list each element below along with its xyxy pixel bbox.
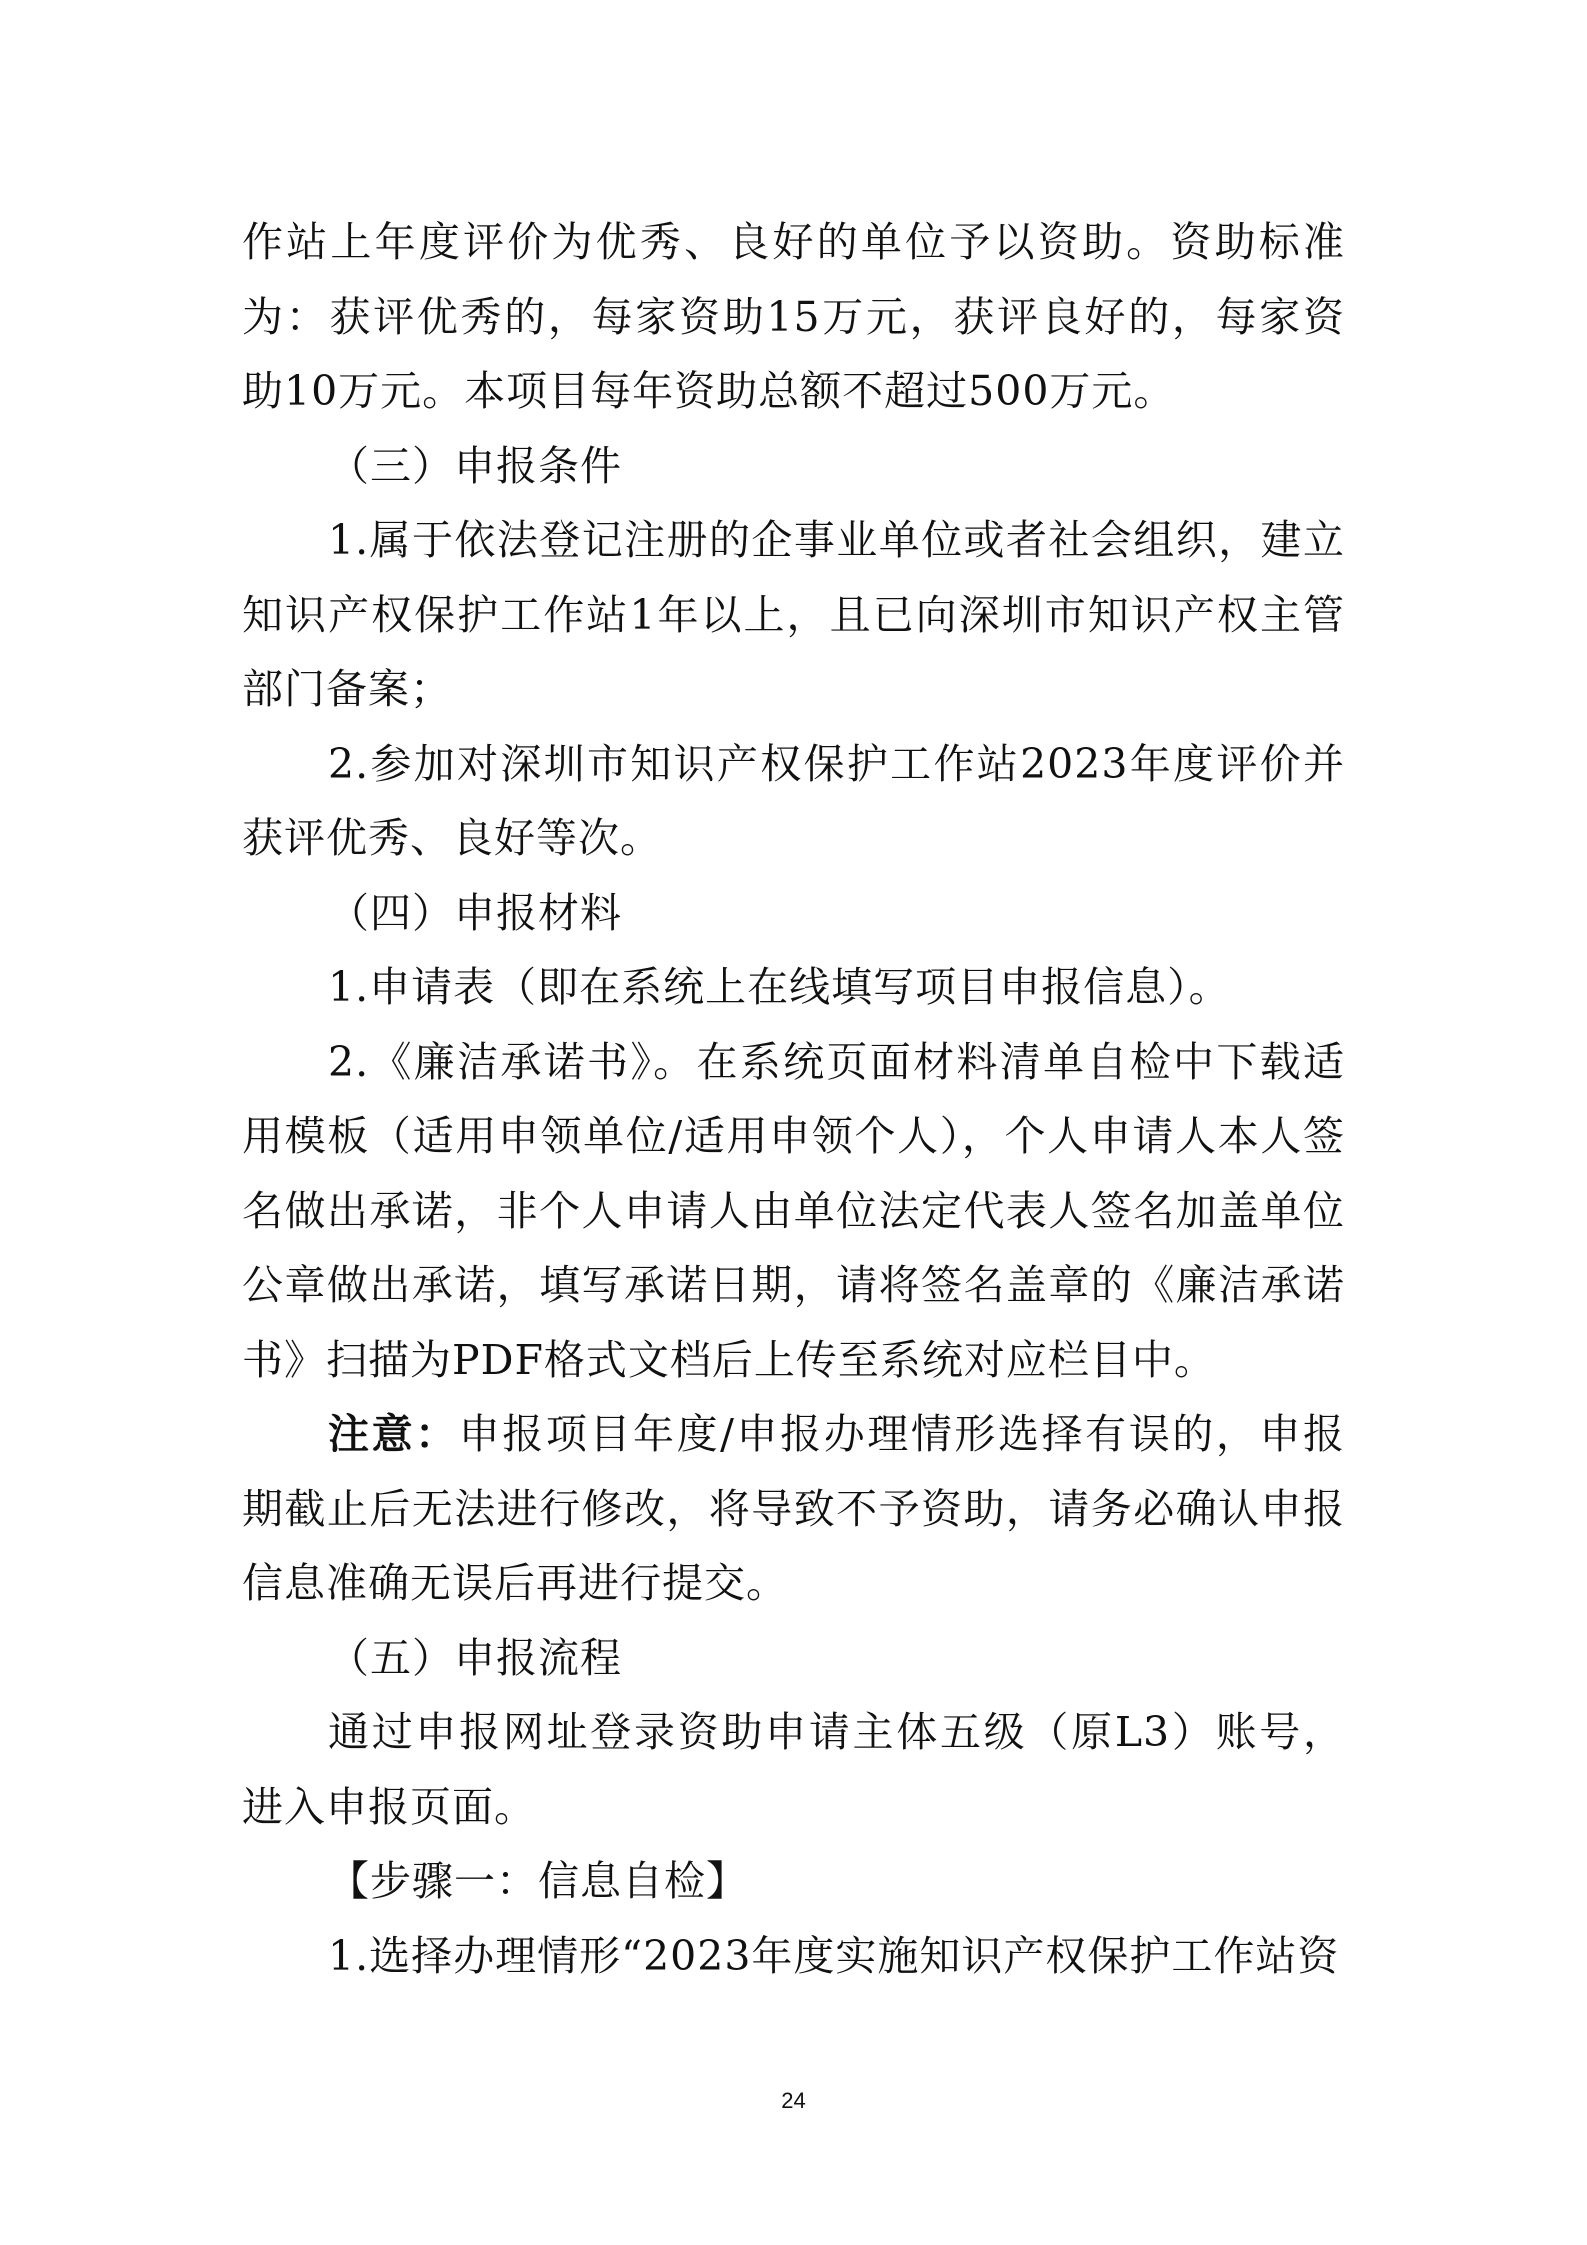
- paragraph-process-login: 通过申报网址登录资助申请主体五级（原L3）账号，进入申报页面。: [242, 1708, 1345, 1831]
- page-body: [242, 205, 1345, 1993]
- note-text: 申报项目年度/申报办理情形选择有误的，申报期截止后无法进行修改，将导致不予资助，请务必确认申报信息准确无误后再进行提交。: [242, 1410, 1346, 1607]
- section-heading-materials: （四）申报材料: [328, 888, 622, 937]
- paragraph-requirement-2: 2.参加对深圳市知识产权保护工作站2023年度评价并获评优秀、良好等次。: [242, 739, 1345, 862]
- note-label: 注意：: [328, 1410, 459, 1458]
- paragraph-funding-standard: 作站上年度评价为优秀、良好的单位予以资助。资助标准为：获评优秀的，每家资助15万元，获评良好的，每家资助10万元。本项目每年资助总额不超过500万元。: [242, 218, 1345, 415]
- paragraph-note: [242, 1397, 1345, 1621]
- step-heading-self-check: 【步骤一：信息自检】: [328, 1857, 748, 1905]
- paragraph-material-1: 1.申请表（即在系统上在线填写项目申报信息）。: [328, 963, 1231, 1011]
- section-heading-process: （五）申报流程: [328, 1633, 622, 1682]
- paragraph-material-2: 2.《廉洁承诺书》。在系统页面材料清单自检中下载适用模板（适用申领单位/适用申领个人），个人申请人本人签名做出承诺，非个人申请人由单位法定代表人签名加盖单位公章做出承诺，填写承诺日期，请将签名盖章的《廉洁承诺书》扫描为PDF格式文档后上传至系统对应栏目中。: [242, 1037, 1345, 1384]
- paragraph-step-1: 1.选择办理情形“2023年度实施知识产权保护工作站资: [328, 1931, 1340, 1980]
- section-heading-requirements: （三）申报条件: [328, 441, 622, 490]
- paragraph-requirement-1: 1.属于依法登记注册的企事业单位或者社会组织，建立知识产权保护工作站1年以上，且已向深圳市知识产权主管部门备案；: [242, 516, 1345, 713]
- page-number: 24: [781, 2088, 806, 2113]
